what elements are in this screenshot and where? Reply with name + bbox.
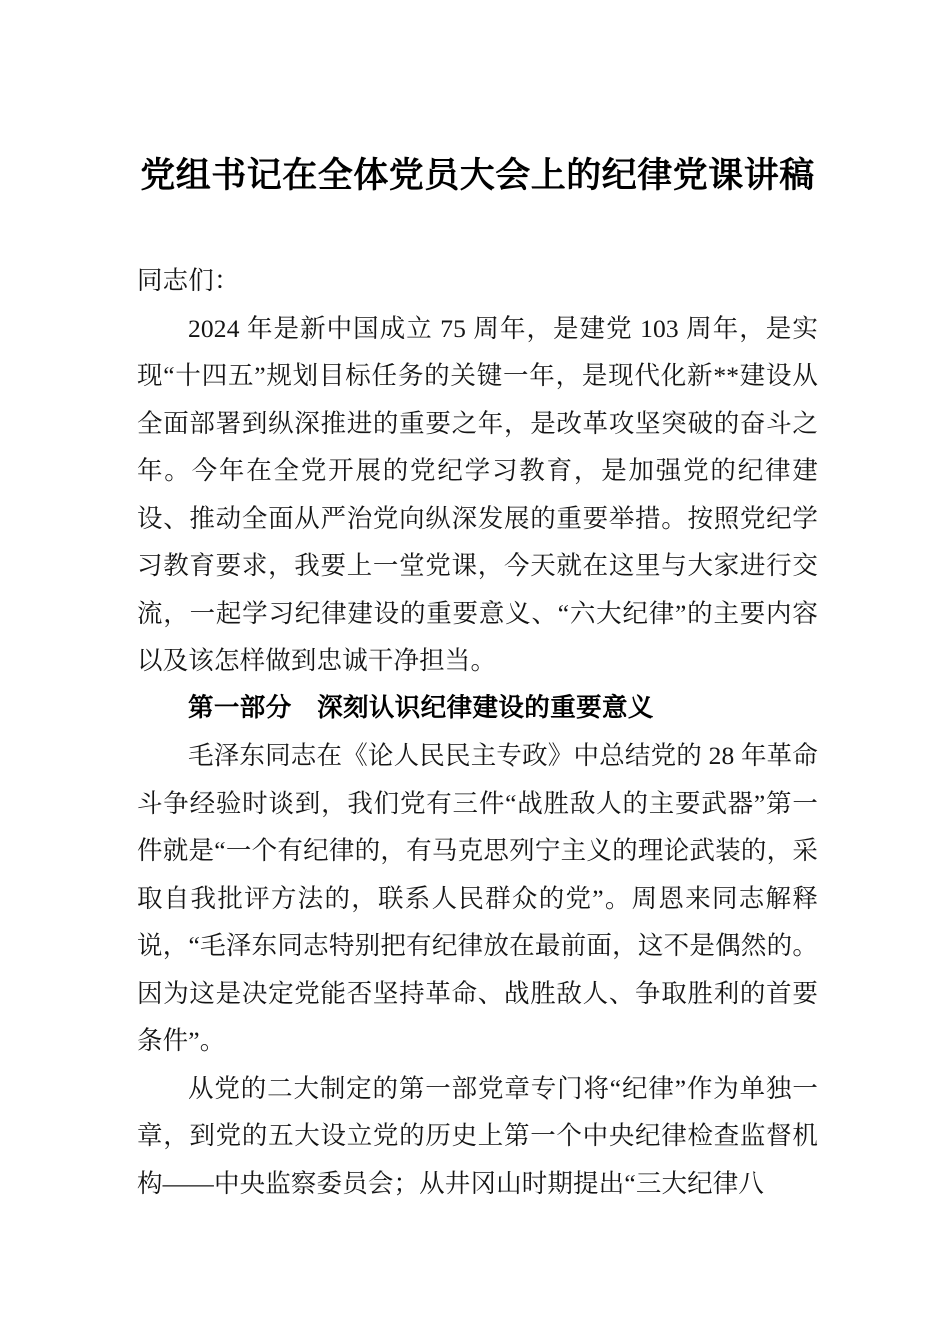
salutation-paragraph: 同志们：: [137, 266, 240, 295]
document-body: [137, 257, 818, 1207]
intro-paragraph: 2024 年是新中国成立 75 周年，是建党 103 周年，是实现“十四五”规划目标任务的关键一年，是现代化新**建设从全面部署到纵深推进的重要之年，是改革攻坚突破的奋斗之年。今年在全党开展的党纪学习教育，是加强党的纪律建设、推动全面从严治党向纵深发展的重要举措。按照党纪学习教育要求，我要上一堂党课，今天就在这里与大家进行交流，一起学习纪律建设的重要意义、“六大纪律”的主要内容以及该怎样做到忠诚干净担当。: [137, 313, 818, 675]
section-one-label: 第一部分: [188, 693, 292, 722]
page-title: 党组书记在全体党员大会上的纪律党课讲稿: [140, 156, 815, 195]
title-body-spacer: [137, 202, 818, 257]
section-one-paragraph-1: 毛泽东同志在《论人民民主专政》中总结党的 28 年革命斗争经验时谈到，我们党有三件“战胜敌人的主要武器”第一件就是“一个有纪律的，有马克思列宁主义的理论武装的，采取自我批评方法的，联系人民群众的党”。周恩来同志解释说，“毛泽东同志特别把有纪律放在最前面，这不是偶然的。因为这是决定党能否坚持革命、战胜敌人、争取胜利的首要条件”。: [137, 741, 818, 1055]
section-one-paragraph-2: 从党的二大制定的第一部党章专门将“纪律”作为单独一章，到党的五大设立党的历史上第一个中央纪律检查监督机构——中央监察委员会；从井冈山时期提出“三大纪律八: [137, 1073, 818, 1198]
section-one-title: 深刻认识纪律建设的重要意义: [317, 693, 654, 722]
section-one-heading: [137, 685, 818, 733]
